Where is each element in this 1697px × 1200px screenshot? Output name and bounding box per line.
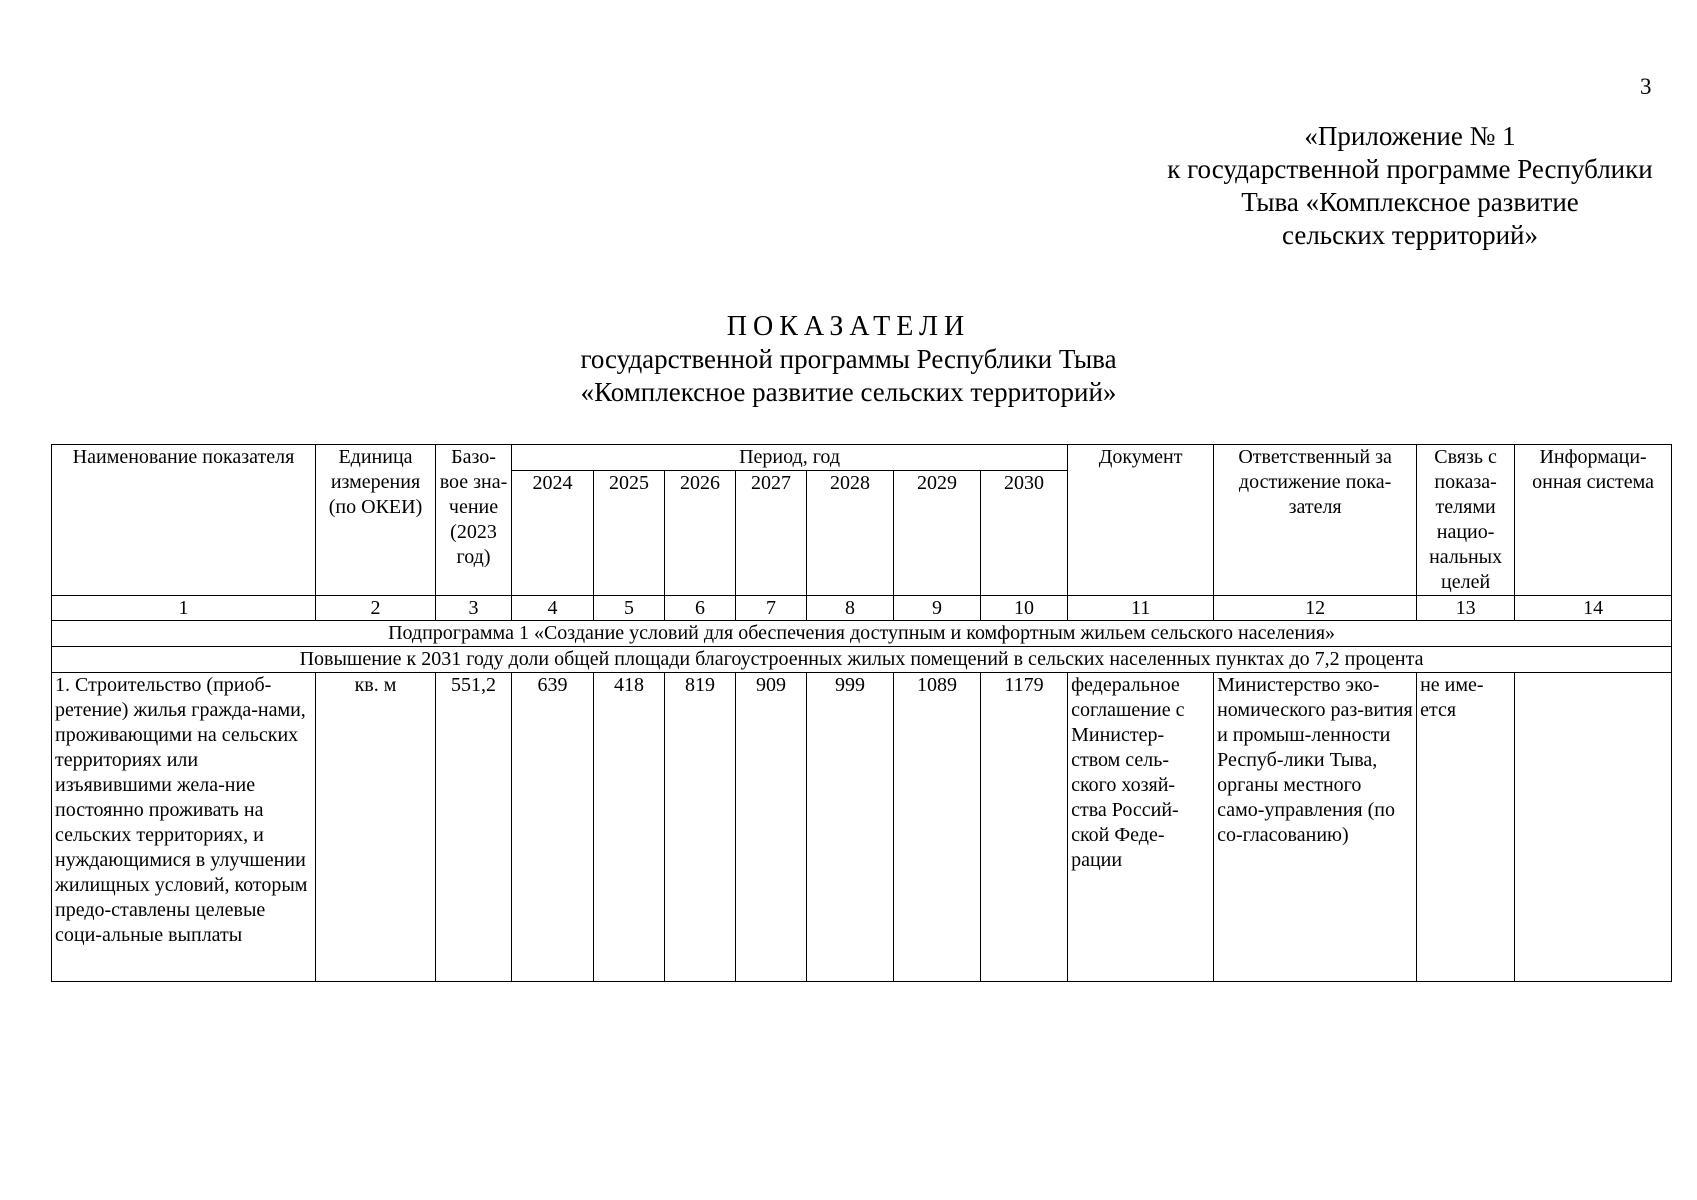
header-year: 2027 bbox=[736, 471, 807, 596]
header-name: Наименование показателя bbox=[52, 445, 316, 596]
indicator-info-system bbox=[1515, 673, 1672, 982]
indicators-table bbox=[51, 444, 1672, 982]
subprogram-title: Подпрограмма 1 «Создание условий для обеспечения доступным и комфортным жильем сельского населения» bbox=[52, 621, 1672, 647]
column-number: 10 bbox=[981, 596, 1068, 621]
column-number: 3 bbox=[436, 596, 512, 621]
indicator-link: не име-ется bbox=[1417, 673, 1515, 982]
indicator-value-2024: 639 bbox=[512, 673, 594, 982]
page-number: 3 bbox=[1640, 74, 1652, 99]
indicator-value-2025: 418 bbox=[594, 673, 665, 982]
header-document: Документ bbox=[1068, 445, 1214, 596]
appendix-line-4: сельских территорий» bbox=[1282, 220, 1538, 250]
header-period: Период, год bbox=[512, 445, 1068, 471]
header-base: Базо-вое зна-чение (2023 год) bbox=[436, 445, 512, 596]
header-year: 2025 bbox=[594, 471, 665, 596]
header-responsible: Ответственный за достижение пока-зателя bbox=[1214, 445, 1417, 596]
column-number-row bbox=[52, 596, 1672, 621]
column-number: 13 bbox=[1417, 596, 1515, 621]
column-number: 7 bbox=[736, 596, 807, 621]
indicator-value-2030: 1179 bbox=[981, 673, 1068, 982]
appendix-note bbox=[1140, 120, 1680, 252]
indicator-value-2029: 1089 bbox=[894, 673, 981, 982]
goal-title: Повышение к 2031 году доли общей площади благоустроенных жилых помещений в сельских населенных пунктах до 7,2 процента bbox=[52, 647, 1672, 673]
column-number: 14 bbox=[1515, 596, 1672, 621]
column-number: 11 bbox=[1068, 596, 1214, 621]
header-year: 2030 bbox=[981, 471, 1068, 596]
subprogram-row bbox=[52, 621, 1672, 647]
column-number: 1 bbox=[52, 596, 316, 621]
appendix-line-2: к государственной программе Республики bbox=[1167, 154, 1653, 184]
goal-row bbox=[52, 647, 1672, 673]
indicator-value-2028: 999 bbox=[807, 673, 894, 982]
header-row-1 bbox=[52, 445, 1672, 471]
column-number: 9 bbox=[894, 596, 981, 621]
document-subtitle-2: «Комплексное развитие сельских территорий» bbox=[580, 377, 1117, 407]
indicator-value-2027: 909 bbox=[736, 673, 807, 982]
document-subtitle-1: государственной программы Республики Тыва bbox=[580, 344, 1117, 374]
column-number: 8 bbox=[807, 596, 894, 621]
table-row bbox=[52, 673, 1672, 982]
header-link: Связь с показа-телями нацио-нальных целей bbox=[1417, 445, 1515, 596]
indicator-responsible: Министерство эко-номического раз-вития и промыш-ленности Респуб-лики Тыва, органы местного само-управления (по со-гласованию) bbox=[1214, 673, 1417, 982]
header-unit: Единица измерения (по ОКЕИ) bbox=[316, 445, 436, 596]
header-year: 2028 bbox=[807, 471, 894, 596]
header-year: 2024 bbox=[512, 471, 594, 596]
header-year: 2026 bbox=[665, 471, 736, 596]
column-number: 5 bbox=[594, 596, 665, 621]
document-heading bbox=[0, 310, 1697, 409]
indicator-name: 1. Строительство (приоб-ретение) жилья гражда-нами, проживающими на сельских территориях или изъявившими жела-ние постоянно проживать на сельских территориях, и нуждающимися в улучшении жилищных условий, которым предо-ставлены целевые соци-альные выплаты bbox=[52, 673, 316, 982]
indicator-value-2026: 819 bbox=[665, 673, 736, 982]
column-number: 6 bbox=[665, 596, 736, 621]
column-number: 2 bbox=[316, 596, 436, 621]
appendix-line-1: «Приложение № 1 bbox=[1304, 121, 1516, 151]
indicator-document: федеральное соглашение с Министер-ством сель-ского хозяй-ства Россий-ской Феде-рации bbox=[1068, 673, 1214, 982]
header-info-system: Информаци-онная система bbox=[1515, 445, 1672, 596]
appendix-line-3: Тыва «Комплексное развитие bbox=[1241, 187, 1579, 217]
column-number: 4 bbox=[512, 596, 594, 621]
indicator-base-value: 551,2 bbox=[436, 673, 512, 982]
header-year: 2029 bbox=[894, 471, 981, 596]
column-number: 12 bbox=[1214, 596, 1417, 621]
indicator-unit: кв. м bbox=[316, 673, 436, 982]
document-title: ПОКАЗАТЕЛИ bbox=[726, 311, 971, 342]
